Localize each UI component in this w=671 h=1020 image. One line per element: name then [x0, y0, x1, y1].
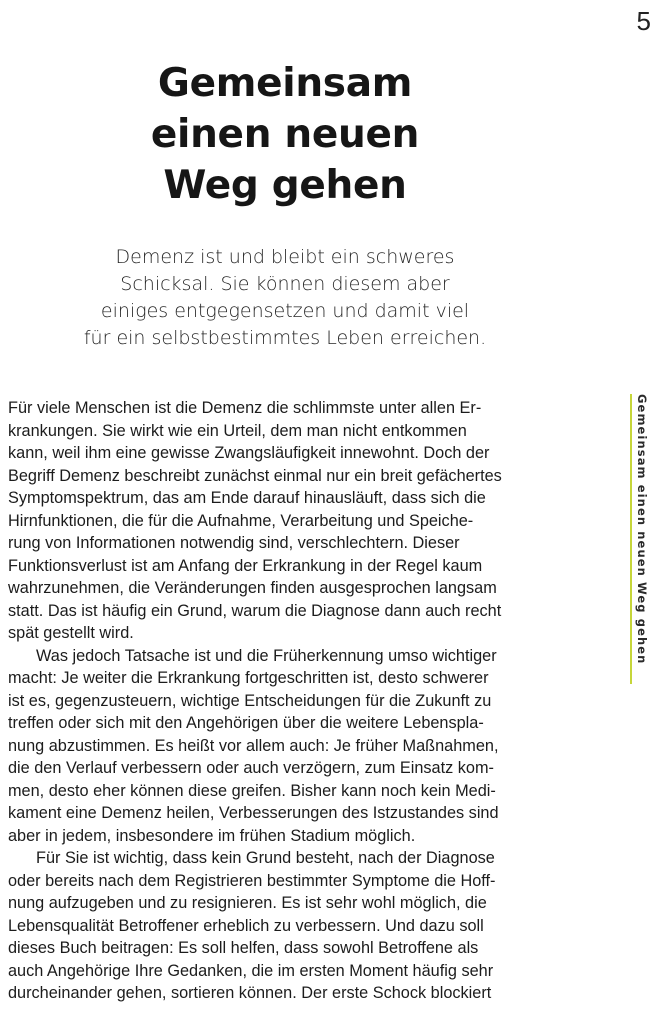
body-line: Hirnfunktionen, die für die Aufnahme, Verarbeitung und Speiche-: [8, 511, 474, 530]
body-line: Symptomspektrum, das am Ende darauf hinausläuft, dass sich die: [8, 489, 486, 507]
body-line: durcheinander gehen, sortieren können. Der erste Schock blockiert: [8, 984, 492, 1002]
body-line: ist es, gegenzusteuern, wichtige Entscheidungen für die Zukunft zu: [8, 691, 492, 710]
lede-line: Schicksal. Sie können diesem aber: [120, 273, 450, 295]
lede-line: Demenz ist und bleibt ein schweres: [115, 246, 455, 268]
body-line: kann, weil ihm eine gewisse Zwangsläufigkeit innewohnt. Doch der: [8, 444, 490, 462]
body-line: dieses Buch beitragen: Es soll helfen, dass sowohl Betroffene als: [8, 939, 479, 957]
body-line: Für Sie ist wichtig, dass kein Grund besteht, nach der Diagnose: [36, 849, 495, 867]
page-number: 5: [636, 6, 651, 36]
body-line: krankungen. Sie wirkt wie ein Urteil, dem man nicht entkommen: [8, 421, 467, 440]
title-line: Weg gehen: [163, 163, 407, 208]
running-head: [630, 394, 649, 684]
body-line: oder bereits nach dem Registrieren bestimmter Symptome die Hoff-: [8, 871, 496, 890]
body-line: men, desto eher können diese greifen. Bisher kann noch kein Medi-: [8, 781, 496, 800]
lede-line: einiges entgegensetzen und damit viel: [100, 300, 470, 322]
body-line: nung aufzugeben und zu resignieren. Es ist sehr wohl möglich, die: [8, 894, 487, 912]
body-line: Was jedoch Tatsache ist und die Früherkennung umso wichtiger: [36, 646, 497, 665]
lede-paragraph: [0, 244, 570, 352]
body-line: nung abzustimmen. Es heißt vor allem auch: Je früher Maßnahmen,: [8, 736, 499, 755]
body-line: aber in jedem, insbesondere im frühen Stadium möglich.: [8, 826, 416, 845]
body-line: statt. Das ist häufig ein Grund, warum die Diagnose dann auch recht: [8, 601, 502, 620]
body-text: [8, 397, 568, 1005]
body-line: treffen oder sich mit den Angehörigen über die weitere Lebenspla-: [8, 714, 484, 732]
body-line: die den Verlauf verbessern oder auch verzögern, zum Einsatz kom-: [8, 759, 494, 777]
body-line: Begriff Demenz beschreibt zunächst einmal nur ein breit gefächertes: [8, 466, 502, 485]
title-line: Gemeinsam: [157, 61, 413, 106]
body-line: Funktionsverlust ist am Anfang der Erkrankung in der Regel kaum: [8, 556, 483, 575]
title-line: einen neuen: [150, 112, 420, 157]
body-line: spät gestellt wird.: [8, 624, 134, 642]
body-line: Lebensqualität Betroffener erheblich zu verbessern. Und dazu soll: [8, 916, 484, 935]
body-line: Für viele Menschen ist die Demenz die schlimmste unter allen Er-: [8, 399, 482, 417]
chapter-title: [0, 58, 570, 211]
lede-line: für ein selbstbestimmtes Leben erreichen.: [83, 327, 487, 349]
body-line: kament eine Demenz heilen, Verbesserungen des Istzustandes sind: [8, 804, 499, 822]
body-line: macht: Je weiter die Erkrankung fortgeschritten ist, desto schwerer: [8, 669, 489, 687]
body-line: rung von Informationen notwendig sind, verschlechtern. Dieser: [8, 534, 460, 552]
body-line: auch Angehörige Ihre Gedanken, die im ersten Moment häufig sehr: [8, 961, 494, 980]
body-line: wahrzunehmen, die Veränderungen finden ausgesprochen langsam: [8, 579, 497, 597]
running-head-text: Gemeinsam einen neuen Weg gehen: [635, 394, 649, 665]
